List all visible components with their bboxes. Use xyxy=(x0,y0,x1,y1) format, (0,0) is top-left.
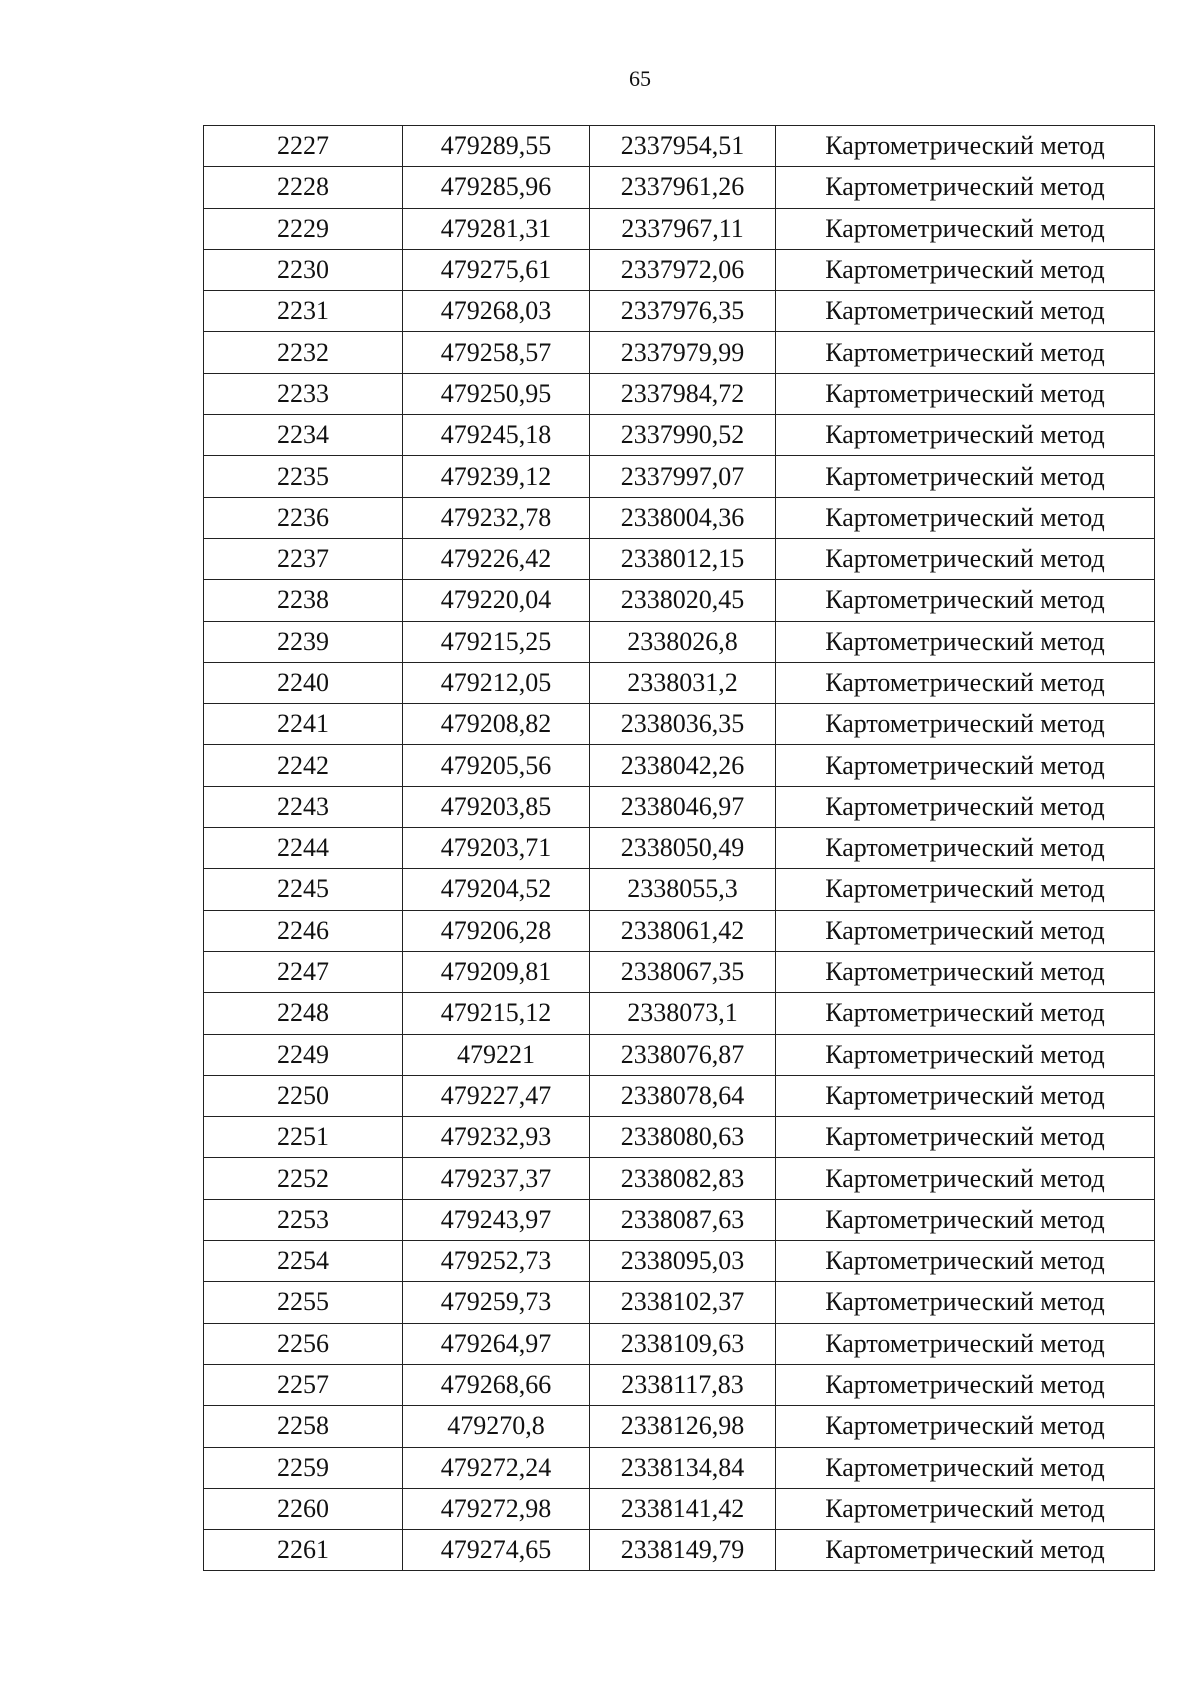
table-row xyxy=(204,538,1155,579)
method-cell: Картометрический метод xyxy=(776,910,1155,951)
method-cell: Картометрический метод xyxy=(776,1364,1155,1405)
method-cell: Картометрический метод xyxy=(776,869,1155,910)
table-row xyxy=(204,167,1155,208)
point-number-cell: 2259 xyxy=(204,1447,403,1488)
x-coordinate-cell: 479275,61 xyxy=(403,249,590,290)
y-coordinate-cell: 2338078,64 xyxy=(590,1075,776,1116)
coordinates-table-body xyxy=(204,126,1155,1571)
method-cell: Картометрический метод xyxy=(776,704,1155,745)
table-row xyxy=(204,993,1155,1034)
x-coordinate-cell: 479258,57 xyxy=(403,332,590,373)
page-number: 65 xyxy=(629,66,651,91)
x-coordinate-cell: 479203,85 xyxy=(403,786,590,827)
point-number-cell: 2234 xyxy=(204,415,403,456)
point-number-cell: 2255 xyxy=(204,1282,403,1323)
method-cell: Картометрический метод xyxy=(776,580,1155,621)
y-coordinate-cell: 2337997,07 xyxy=(590,456,776,497)
point-number-cell: 2243 xyxy=(204,786,403,827)
point-number-cell: 2245 xyxy=(204,869,403,910)
point-number-cell: 2257 xyxy=(204,1364,403,1405)
table-row xyxy=(204,1034,1155,1075)
point-number-cell: 2241 xyxy=(204,704,403,745)
table-row xyxy=(204,1241,1155,1282)
method-cell: Картометрический метод xyxy=(776,126,1155,167)
method-cell: Картометрический метод xyxy=(776,373,1155,414)
x-coordinate-cell: 479205,56 xyxy=(403,745,590,786)
point-number-cell: 2238 xyxy=(204,580,403,621)
point-number-cell: 2256 xyxy=(204,1323,403,1364)
table-row xyxy=(204,415,1155,456)
x-coordinate-cell: 479270,8 xyxy=(403,1406,590,1447)
point-number-cell: 2249 xyxy=(204,1034,403,1075)
y-coordinate-cell: 2338055,3 xyxy=(590,869,776,910)
table-row xyxy=(204,1364,1155,1405)
method-cell: Картометрический метод xyxy=(776,208,1155,249)
table-row xyxy=(204,1447,1155,1488)
x-coordinate-cell: 479221 xyxy=(403,1034,590,1075)
table-row xyxy=(204,1075,1155,1116)
y-coordinate-cell: 2338087,63 xyxy=(590,1199,776,1240)
table-row xyxy=(204,621,1155,662)
point-number-cell: 2260 xyxy=(204,1488,403,1529)
x-coordinate-cell: 479212,05 xyxy=(403,662,590,703)
point-number-cell: 2244 xyxy=(204,828,403,869)
point-number-cell: 2254 xyxy=(204,1241,403,1282)
point-number-cell: 2252 xyxy=(204,1158,403,1199)
y-coordinate-cell: 2338082,83 xyxy=(590,1158,776,1199)
point-number-cell: 2246 xyxy=(204,910,403,951)
y-coordinate-cell: 2337976,35 xyxy=(590,291,776,332)
x-coordinate-cell: 479209,81 xyxy=(403,951,590,992)
y-coordinate-cell: 2338109,63 xyxy=(590,1323,776,1364)
method-cell: Картометрический метод xyxy=(776,456,1155,497)
method-cell: Картометрический метод xyxy=(776,1241,1155,1282)
y-coordinate-cell: 2337967,11 xyxy=(590,208,776,249)
method-cell: Картометрический метод xyxy=(776,1158,1155,1199)
method-cell: Картометрический метод xyxy=(776,786,1155,827)
point-number-cell: 2237 xyxy=(204,538,403,579)
table-row xyxy=(204,1199,1155,1240)
x-coordinate-cell: 479252,73 xyxy=(403,1241,590,1282)
table-row xyxy=(204,1406,1155,1447)
y-coordinate-cell: 2338095,03 xyxy=(590,1241,776,1282)
y-coordinate-cell: 2338012,15 xyxy=(590,538,776,579)
point-number-cell: 2228 xyxy=(204,167,403,208)
x-coordinate-cell: 479272,98 xyxy=(403,1488,590,1529)
x-coordinate-cell: 479285,96 xyxy=(403,167,590,208)
point-number-cell: 2227 xyxy=(204,126,403,167)
method-cell: Картометрический метод xyxy=(776,1199,1155,1240)
point-number-cell: 2235 xyxy=(204,456,403,497)
method-cell: Картометрический метод xyxy=(776,745,1155,786)
y-coordinate-cell: 2338061,42 xyxy=(590,910,776,951)
method-cell: Картометрический метод xyxy=(776,1034,1155,1075)
x-coordinate-cell: 479215,12 xyxy=(403,993,590,1034)
y-coordinate-cell: 2338073,1 xyxy=(590,993,776,1034)
point-number-cell: 2229 xyxy=(204,208,403,249)
y-coordinate-cell: 2337979,99 xyxy=(590,332,776,373)
x-coordinate-cell: 479289,55 xyxy=(403,126,590,167)
table-row xyxy=(204,1282,1155,1323)
method-cell: Картометрический метод xyxy=(776,993,1155,1034)
point-number-cell: 2239 xyxy=(204,621,403,662)
method-cell: Картометрический метод xyxy=(776,291,1155,332)
table-row xyxy=(204,828,1155,869)
x-coordinate-cell: 479232,93 xyxy=(403,1117,590,1158)
y-coordinate-cell: 2338126,98 xyxy=(590,1406,776,1447)
x-coordinate-cell: 479206,28 xyxy=(403,910,590,951)
x-coordinate-cell: 479204,52 xyxy=(403,869,590,910)
y-coordinate-cell: 2338134,84 xyxy=(590,1447,776,1488)
y-coordinate-cell: 2338117,83 xyxy=(590,1364,776,1405)
table-row xyxy=(204,456,1155,497)
x-coordinate-cell: 479268,03 xyxy=(403,291,590,332)
y-coordinate-cell: 2338031,2 xyxy=(590,662,776,703)
point-number-cell: 2250 xyxy=(204,1075,403,1116)
y-coordinate-cell: 2337984,72 xyxy=(590,373,776,414)
table-row xyxy=(204,497,1155,538)
y-coordinate-cell: 2337990,52 xyxy=(590,415,776,456)
table-row xyxy=(204,208,1155,249)
method-cell: Картометрический метод xyxy=(776,1117,1155,1158)
point-number-cell: 2247 xyxy=(204,951,403,992)
y-coordinate-cell: 2338050,49 xyxy=(590,828,776,869)
method-cell: Картометрический метод xyxy=(776,662,1155,703)
x-coordinate-cell: 479220,04 xyxy=(403,580,590,621)
table-row xyxy=(204,951,1155,992)
y-coordinate-cell: 2338004,36 xyxy=(590,497,776,538)
point-number-cell: 2261 xyxy=(204,1530,403,1571)
table-row xyxy=(204,662,1155,703)
y-coordinate-cell: 2338020,45 xyxy=(590,580,776,621)
table-row xyxy=(204,249,1155,290)
point-number-cell: 2232 xyxy=(204,332,403,373)
point-number-cell: 2251 xyxy=(204,1117,403,1158)
y-coordinate-cell: 2337954,51 xyxy=(590,126,776,167)
y-coordinate-cell: 2338141,42 xyxy=(590,1488,776,1529)
y-coordinate-cell: 2338102,37 xyxy=(590,1282,776,1323)
table-row xyxy=(204,786,1155,827)
method-cell: Картометрический метод xyxy=(776,951,1155,992)
point-number-cell: 2231 xyxy=(204,291,403,332)
x-coordinate-cell: 479272,24 xyxy=(403,1447,590,1488)
point-number-cell: 2242 xyxy=(204,745,403,786)
x-coordinate-cell: 479245,18 xyxy=(403,415,590,456)
method-cell: Картометрический метод xyxy=(776,1406,1155,1447)
table-row xyxy=(204,1323,1155,1364)
x-coordinate-cell: 479264,97 xyxy=(403,1323,590,1364)
table-row xyxy=(204,1488,1155,1529)
point-number-cell: 2253 xyxy=(204,1199,403,1240)
table-row xyxy=(204,910,1155,951)
x-coordinate-cell: 479268,66 xyxy=(403,1364,590,1405)
x-coordinate-cell: 479227,47 xyxy=(403,1075,590,1116)
y-coordinate-cell: 2338036,35 xyxy=(590,704,776,745)
x-coordinate-cell: 479274,65 xyxy=(403,1530,590,1571)
method-cell: Картометрический метод xyxy=(776,1530,1155,1571)
y-coordinate-cell: 2338080,63 xyxy=(590,1117,776,1158)
table-row xyxy=(204,1158,1155,1199)
x-coordinate-cell: 479237,37 xyxy=(403,1158,590,1199)
x-coordinate-cell: 479215,25 xyxy=(403,621,590,662)
table-row xyxy=(204,869,1155,910)
x-coordinate-cell: 479208,82 xyxy=(403,704,590,745)
y-coordinate-cell: 2338076,87 xyxy=(590,1034,776,1075)
table-row xyxy=(204,745,1155,786)
point-number-cell: 2230 xyxy=(204,249,403,290)
x-coordinate-cell: 479259,73 xyxy=(403,1282,590,1323)
x-coordinate-cell: 479239,12 xyxy=(403,456,590,497)
point-number-cell: 2233 xyxy=(204,373,403,414)
table-row xyxy=(204,1117,1155,1158)
x-coordinate-cell: 479203,71 xyxy=(403,828,590,869)
table-row xyxy=(204,1530,1155,1571)
method-cell: Картометрический метод xyxy=(776,1075,1155,1116)
point-number-cell: 2248 xyxy=(204,993,403,1034)
method-cell: Картометрический метод xyxy=(776,828,1155,869)
x-coordinate-cell: 479250,95 xyxy=(403,373,590,414)
y-coordinate-cell: 2338046,97 xyxy=(590,786,776,827)
method-cell: Картометрический метод xyxy=(776,1323,1155,1364)
method-cell: Картометрический метод xyxy=(776,497,1155,538)
y-coordinate-cell: 2338026,8 xyxy=(590,621,776,662)
method-cell: Картометрический метод xyxy=(776,1447,1155,1488)
coordinates-table xyxy=(203,125,1155,1571)
table-row xyxy=(204,332,1155,373)
method-cell: Картометрический метод xyxy=(776,332,1155,373)
point-number-cell: 2258 xyxy=(204,1406,403,1447)
x-coordinate-cell: 479243,97 xyxy=(403,1199,590,1240)
method-cell: Картометрический метод xyxy=(776,1282,1155,1323)
table-row xyxy=(204,373,1155,414)
x-coordinate-cell: 479232,78 xyxy=(403,497,590,538)
y-coordinate-cell: 2338067,35 xyxy=(590,951,776,992)
table-row xyxy=(204,126,1155,167)
x-coordinate-cell: 479281,31 xyxy=(403,208,590,249)
y-coordinate-cell: 2337961,26 xyxy=(590,167,776,208)
point-number-cell: 2240 xyxy=(204,662,403,703)
method-cell: Картометрический метод xyxy=(776,249,1155,290)
x-coordinate-cell: 479226,42 xyxy=(403,538,590,579)
method-cell: Картометрический метод xyxy=(776,538,1155,579)
table-row xyxy=(204,580,1155,621)
y-coordinate-cell: 2337972,06 xyxy=(590,249,776,290)
method-cell: Картометрический метод xyxy=(776,1488,1155,1529)
point-number-cell: 2236 xyxy=(204,497,403,538)
method-cell: Картометрический метод xyxy=(776,621,1155,662)
table-row xyxy=(204,704,1155,745)
method-cell: Картометрический метод xyxy=(776,415,1155,456)
y-coordinate-cell: 2338149,79 xyxy=(590,1530,776,1571)
y-coordinate-cell: 2338042,26 xyxy=(590,745,776,786)
method-cell: Картометрический метод xyxy=(776,167,1155,208)
table-row xyxy=(204,291,1155,332)
